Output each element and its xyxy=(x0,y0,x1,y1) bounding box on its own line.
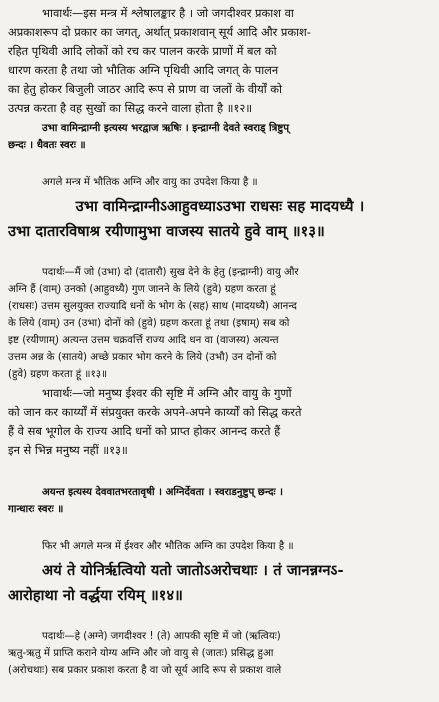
intro-14-line: फिर भी अगले मन्त्र में ईश्वर और भौतिक अग्नि का उपदेश किया है ॥ xyxy=(42,541,294,552)
bhavarth-13-line: भावार्थः—जो मनुष्य ईश्वर की सृष्टि में अग्नि और वायु के गुणों xyxy=(42,386,292,400)
meta-14-line: गान्धारः स्वरः ॥ xyxy=(8,504,64,515)
padarth-14 xyxy=(8,628,432,679)
mantra-14-line: अयं ते योनिर्ऋत्वियो यतो जातोऽअरोचथाः । तं जानन्नग्नऽ- xyxy=(42,562,344,579)
meta-13 xyxy=(8,120,432,154)
bhavarth-13-line: हैं वे सब भूगोल के राज्य आदि धनों को प्राप्त होकर आनन्द करते हैं xyxy=(8,424,281,438)
mantra-13-line: उभा वामिन्द्राग्नीऽआहुवध्याऽउभा राधसः सह मादयध्यै । xyxy=(75,198,365,215)
padarth-13-line: अग्नि हैं (वाम्) उनको (आहुवध्यै) गुण जानने के लिये (हुवे) ग्रहण करता हूं xyxy=(8,284,276,295)
intro-13-line: अगले मन्त्र में भौतिक अग्नि और वायु का उपदेश किया है ॥ xyxy=(42,177,258,188)
mantra-13-line: उभा दातारविषाश्र रयीणामुभा वाजस्य सातये हुवे वाम् ॥१३॥ xyxy=(8,223,325,240)
meta-13-line: छन्दः । धैवतः स्वरः ॥ xyxy=(8,140,86,151)
padarth-14-line: (अरोचथाः) सब प्रकार प्रकाश करता है वा जो सूर्य आदि रूप से प्रकाश वाले xyxy=(8,665,282,676)
padarth-13 xyxy=(8,264,432,383)
bhavarth-12-line: धारण करता है तथा जो भौतिक अग्नि पृथिवी आदि जगत् के पालन xyxy=(8,63,279,77)
intro-14 xyxy=(8,538,432,555)
meta-14-line: अयन्त इत्यस्य देववातभरतावृषी । अग्निर्देवता । स्वराडनुष्टुप् छन्दः । xyxy=(42,487,283,498)
bhavarth-12-line: का हेतु होकर बिजुली जाठर आदि रूप से प्राण वा जलों के वीर्यों को xyxy=(8,82,282,96)
intro-13 xyxy=(8,174,432,191)
padarth-13-line: के लिये (वाम्) उन (उभा) दोनों को (हुवे) ग्रहण करता हूं तथा (इषाम्) सब को xyxy=(8,318,290,329)
bhavarth-13-line: इन से भिन्न मनुष्य नहीं ॥१३॥ xyxy=(8,443,128,457)
bhavarth-12-line: उत्पन्न करता है वह सुखों का सिद्ध करने वाला होता है ॥१२॥ xyxy=(8,101,253,115)
padarth-13-line: उत्तम अन्न के (सातये) अच्छे प्रकार भोग करने के लिये (उभौ) उन दोनों को xyxy=(8,352,277,363)
padarth-13-line: (राधसः) उत्तम सुलयुक्त राज्यादि धनों के भोग के (सह) साथ (मादयध्यै) आनन्द xyxy=(8,301,297,312)
padarth-14-line: पदार्थः—हे (अग्ने) जगदीश्वर ! (ते) आपकी सृष्टि में जो (ऋत्वियः) xyxy=(42,631,281,642)
meta-14 xyxy=(8,484,432,518)
padarth-13-line: पदार्थः—मैं जो (उभा) दो (दातारौ) सुख देने के हेतु (इन्द्राग्नी) वायु और xyxy=(42,267,299,278)
bhavarth-12-line: अप्रकाशरूप दो प्रकार का जगत्, अर्थात् प्रकाशवान् सूर्य आदि और प्रकाश- xyxy=(8,25,311,39)
meta-13-line: उभा वामिन्द्राग्नी इत्यस्य भरद्वाज ऋषिः । इन्द्राग्नी देवते स्वराड् त्रिष्टुप् xyxy=(42,123,290,134)
bhavarth-13 xyxy=(8,384,432,460)
padarth-13-line: इष्ट (रयीणाम्) अत्यन्त उत्तम चक्रवर्त्ति राज्य आदि धन वा (वाजस्य) अत्यन्त xyxy=(8,335,279,346)
mantra-14-line: आरोहाथा नो वर्द्धया रयिम् ॥१४॥ xyxy=(8,587,184,604)
mantra-14 xyxy=(8,558,432,608)
padarth-13-line: (हुवे) ग्रहण करता हूं ॥१३॥ xyxy=(8,369,108,380)
padarth-14-line: ऋतु-ऋतु में प्राप्ति कराने योग्य अग्नि और जो वायु से (जातः) प्रसिद्ध हुआ xyxy=(8,648,274,659)
bhavarth-13-line: को जान कर कार्य्यों में संप्रयुक्त करके अपने-अपने कार्य्यों को सिद्ध करते xyxy=(8,405,302,419)
bhavarth-12 xyxy=(8,4,432,118)
bhavarth-12-line: रहित पृथिवी आदि लोकों को रच कर पालन करके प्राणों में बल को xyxy=(8,44,277,58)
bhavarth-12-line: भावार्थः—इस मन्त्र में श्लेषालङ्कार है । जो जगदीश्वर प्रकाश वा xyxy=(42,6,294,20)
mantra-13 xyxy=(8,194,432,244)
